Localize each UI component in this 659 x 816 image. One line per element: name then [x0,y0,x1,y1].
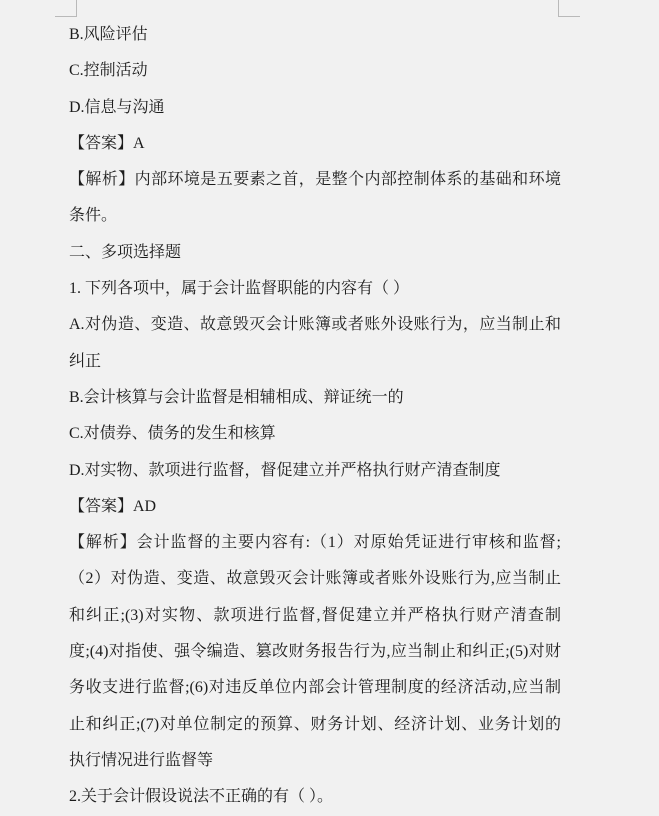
paragraph [69,271,561,307]
paragraph [69,126,561,162]
paragraph [69,53,561,89]
text-line: （2）对伪造、变造、故意毁灭会计账簿或者账外设账行为,应当制止 [69,570,561,588]
text-line: 二、多项选择题 [69,243,182,261]
paragraph [69,453,561,489]
paragraph [69,525,561,779]
paragraph [69,162,561,235]
paragraph [69,779,561,815]
document-text [69,17,561,816]
text-line: 【答案】AD [69,497,157,515]
text-line: C.对债券、债务的发生和核算 [69,425,276,443]
text-line: 执行情况进行监督等 [69,751,214,769]
text-line: 条件。 [69,207,118,225]
text-line: D.对实物、款项进行监督，督促建立并严格执行财产清查制度 [69,461,501,479]
paragraph [69,307,561,380]
text-line: 纠正 [69,352,102,370]
text-line: 1. 下列各项中，属于会计监督职能的内容有（ ） [69,280,410,298]
text-line: 【解析】会计监督的主要内容有:（1）对原始凭证进行审核和监督; [69,534,561,552]
text-line: A.对伪造、变造、故意毁灭会计账簿或者账外设账行为，应当制止和 [69,316,561,334]
margin-crop-mark-left-icon [55,0,77,17]
paragraph [69,416,561,452]
text-line: B.风险评估 [69,26,148,43]
paragraph [69,380,561,416]
text-line: 【解析】内部环境是五要素之首，是整个内部控制体系的基础和环境 [69,171,561,189]
text-line: 【答案】A [69,134,145,152]
text-line: C.控制活动 [69,62,148,80]
paragraph [69,90,561,126]
text-line: D.信息与沟通 [69,98,165,116]
text-line: B.会计核算与会计监督是相辅相成、辩证统一的 [69,388,404,406]
paragraph [69,17,561,53]
text-line: 止和纠正;(7)对单位制定的预算、财务计划、经济计划、业务计划的 [69,715,561,733]
text-line: 和纠正;(3)对实物、款项进行监督,督促建立并严格执行财产清查制 [69,606,561,624]
text-line: 务收支进行监督;(6)对违反单位内部会计管理制度的经济活动,应当制 [69,679,561,697]
text-line: 度;(4)对指使、强令编造、篡改财务报告行为,应当制止和纠正;(5)对财 [69,643,561,661]
margin-crop-mark-right-icon [558,0,580,17]
paragraph [69,489,561,525]
paragraph [69,235,561,271]
text-line: 2.关于会计假设说法不正确的有（ ）。 [69,788,334,806]
